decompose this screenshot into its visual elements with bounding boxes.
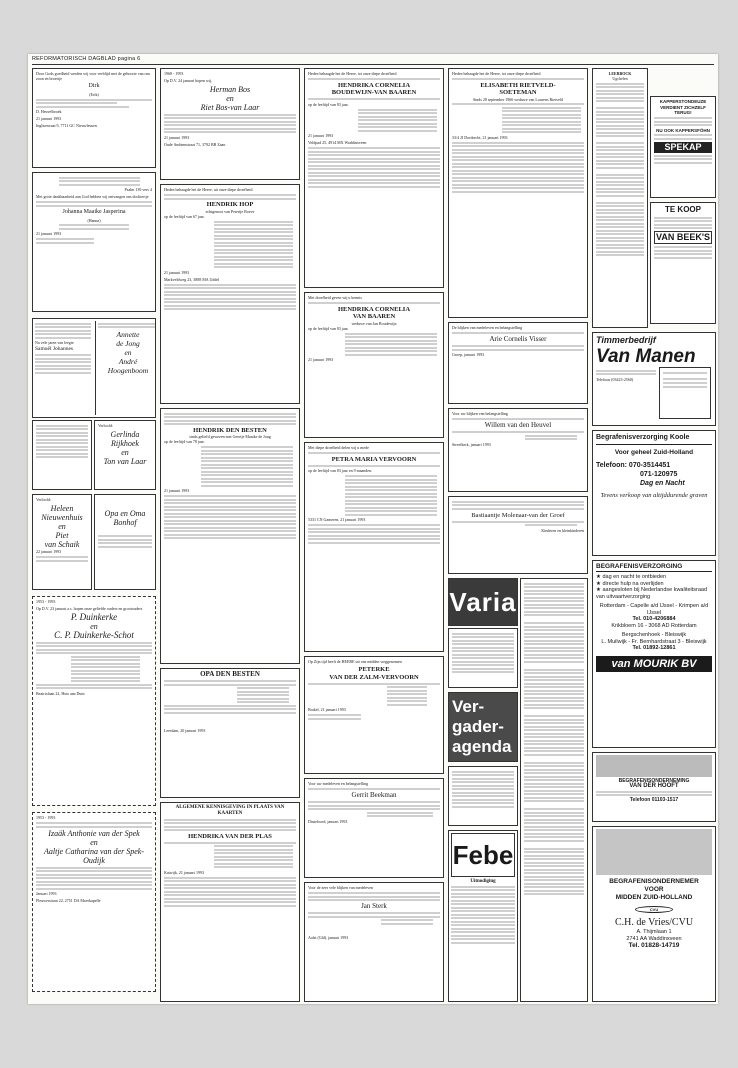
timmer-name: Van Manen bbox=[596, 346, 696, 367]
notice-sub: (Erik) bbox=[89, 92, 99, 97]
van-beeks-logo: VAN BEEK'S bbox=[654, 231, 712, 244]
kappers-sub: NU OOK KAPPERSFÖHN bbox=[656, 127, 710, 133]
name-line: C. P. Duinkerke-Schot bbox=[54, 630, 134, 640]
notice-address: Markveldweg 23, 3888 MA Uddel bbox=[164, 276, 220, 282]
listing-title: LEERBOCK bbox=[608, 71, 632, 76]
notice-name: Jan Sterk bbox=[361, 902, 387, 910]
cvu-addr1: A. Thijmlaan 1 bbox=[636, 929, 672, 935]
name-line: Nieuwenhuis bbox=[41, 513, 83, 522]
notice-intro: Heden behaagde het de Heere, tot onze diepe droefheid bbox=[308, 71, 397, 76]
koole-sub: Voor geheel Zuid-Holland bbox=[614, 449, 694, 456]
cvu-ad bbox=[592, 826, 716, 1002]
febe-ad bbox=[448, 830, 518, 1002]
notice-title: OPA DEN BESTEN bbox=[200, 670, 260, 678]
name-line: en bbox=[58, 522, 66, 531]
name-line: Piet bbox=[55, 531, 69, 540]
koole-tel3: Dag en Nacht bbox=[640, 480, 685, 487]
notice-sub: echtgenoot van Petertje Boeve bbox=[205, 208, 255, 214]
vergaderagenda-title: Ver-gader-agenda bbox=[452, 697, 512, 756]
notice-date: Kinderen en kleinkinderen bbox=[541, 527, 584, 533]
mourik-line: aangesloten bij Nederlandse kwaliteitsraad van uitvaartverzorging bbox=[596, 587, 708, 600]
varia-title: Varia bbox=[449, 587, 517, 617]
name-line: Heleen bbox=[50, 504, 74, 513]
notice-age: op de leeftijd van 83 jaar en 9 maanden. bbox=[308, 468, 373, 473]
engagement-heleen bbox=[32, 494, 92, 590]
agenda-text bbox=[448, 766, 518, 826]
notice-intro: Heden behaagde het de Heere, tot onze diepe droefheid bbox=[452, 71, 541, 76]
notice-name: HENDRIKA VAN DER PLAS bbox=[188, 832, 272, 840]
name-line: en bbox=[124, 347, 132, 357]
name-line: van Schaik bbox=[44, 540, 80, 549]
vdh-building-image bbox=[596, 755, 712, 777]
notice-intro: Met diepe droefheid delen wij u mede bbox=[308, 445, 369, 450]
timmer-logo bbox=[659, 367, 711, 419]
notice-address: Oude Ambtenstraat 71, 3792 BB Zaan bbox=[164, 141, 226, 147]
notice-name: Samuël Johannes bbox=[35, 346, 74, 352]
koole-title: Begrafenisverzorging Koole bbox=[596, 433, 712, 445]
notice-intro: Na vele jaren van leegte bbox=[35, 340, 74, 345]
obituary-boudewijn bbox=[304, 68, 444, 288]
name-line: en bbox=[90, 622, 98, 631]
obituary-vervoorn bbox=[304, 442, 444, 652]
notice-sub: Sinds 28 september 1966 weduwe van Lourens Rietveld bbox=[472, 96, 564, 102]
timmerbedrijf-ad bbox=[592, 332, 716, 426]
header-rule bbox=[32, 64, 714, 65]
name-line: André bbox=[118, 356, 138, 366]
thanks-van-den-heuvel bbox=[448, 408, 588, 492]
name-line: Annette bbox=[116, 329, 140, 339]
notice-address: Inglisestraat 9, 7711 GC Nieuwleusen bbox=[36, 123, 97, 128]
notice-name: Bastiaantje Molenaar-van der Groef bbox=[471, 511, 565, 519]
notice-name: Willem van den Heuvel bbox=[484, 421, 552, 429]
notice-intro: Voor uw blijken van belangstelling bbox=[452, 411, 508, 416]
name-line: VAN BAAREN bbox=[352, 313, 396, 320]
notice-name: Gerrit Beekman bbox=[351, 791, 397, 799]
obituary-hendrik-hop bbox=[160, 184, 300, 404]
name-line: Riet Bos-van Laar bbox=[200, 103, 260, 112]
notice-label: Verloofd: bbox=[36, 497, 52, 502]
name-line: PETERKE bbox=[358, 666, 390, 673]
thanks-sterk bbox=[304, 882, 444, 1002]
notice-date: 33/4 JJ Dordrecht, 21 januari 1993 bbox=[452, 134, 508, 140]
kappers-ad bbox=[650, 96, 716, 198]
obituary-opa-den-besten bbox=[160, 668, 300, 798]
name-line: Hoogenboom bbox=[107, 365, 149, 375]
church-listing bbox=[592, 68, 648, 328]
anniversary-bos bbox=[160, 68, 300, 180]
obituary-van-baaren bbox=[304, 292, 444, 438]
anniversary-van-der-spek bbox=[32, 812, 156, 992]
notice-date: 22 januari 1993 bbox=[36, 549, 62, 554]
koole-slogan: Tevens verkoop van altijddurende graven bbox=[600, 492, 708, 499]
timmer-title: Timmerbedrijf bbox=[596, 335, 656, 345]
notice-sub: sinds geliefd gewezen met Geertje Maaike de Jong bbox=[189, 434, 271, 439]
varia-logo bbox=[448, 578, 518, 626]
notice-years: 1953 - 1993 bbox=[36, 815, 56, 820]
mourik-tel2: Tel. 01892-12861 bbox=[632, 645, 676, 651]
notice-date: Aalst (Gld), januari 1993 bbox=[308, 934, 349, 940]
church-services-list bbox=[520, 578, 588, 1002]
mourik-tel: Tel. 010-4206884 bbox=[632, 616, 676, 622]
varia-text bbox=[448, 628, 518, 688]
cvu-sub2: MIDDEN ZUID-HOLLAND bbox=[615, 894, 693, 901]
name-line: VAN DER ZALM-VERVOORN bbox=[329, 673, 419, 681]
koole-tel1: Telefoon: 070-3514451 bbox=[596, 462, 671, 469]
anniversary-duinkerke bbox=[32, 596, 156, 806]
mourik-addr: Krikbloem 16 - 3068 AD Rotterdam bbox=[611, 622, 697, 629]
notice-name: HENDRIK HOP bbox=[206, 201, 254, 208]
name-line: ELISABETH RIETVELD- bbox=[480, 81, 556, 89]
thanks-beekman bbox=[304, 778, 444, 878]
cvu-building-image bbox=[596, 829, 712, 875]
newspaper-page bbox=[28, 54, 718, 1004]
thanks-visser bbox=[448, 322, 588, 404]
notice-intro: Door Gods goedheid werden wij voor verblijd met de geboorte van ons zoon en broertje bbox=[36, 71, 151, 81]
notice-date: Katwijk, 21 januari 1993 bbox=[164, 869, 204, 875]
name-line: SOETEMAN bbox=[499, 89, 537, 96]
notice-years: 1953 - 1993 bbox=[36, 599, 56, 604]
vdh-name: VAN DER HOOFT bbox=[629, 783, 679, 789]
notice-sub: (Hanna) bbox=[87, 217, 101, 223]
notice-date: 21 januari 1993 bbox=[308, 133, 334, 138]
notice-footer: Beatrixlaan 22, Huis aan Duin bbox=[36, 690, 85, 696]
notice-title: Opa en Oma Bonhof bbox=[104, 509, 146, 527]
notice-sub: weduwe van Jan Boudewijn bbox=[351, 320, 397, 326]
van-mourik-logo: van MOURIK BV bbox=[596, 656, 712, 672]
notice-intro: Met droefheid geven wij u kennis bbox=[308, 295, 362, 300]
notice-name: PETRA MARIA VERVOORN bbox=[331, 455, 417, 463]
kappers-title: KAPPERSTONDEUZE VERDIENT ZICHZELF TERUG! bbox=[659, 99, 707, 115]
birth-notice-samuel bbox=[32, 318, 156, 418]
notice-date: 21 januari 1993 bbox=[164, 488, 190, 493]
name-line: HENDRIKA CORNELIA bbox=[337, 305, 411, 313]
notice-date: Groep, januari 1993 bbox=[452, 352, 485, 357]
notice-address: Veldpad 25, 4914 MX Waddinxveen bbox=[308, 140, 367, 145]
notice-intro: Voor de zeer vele blijken van medeleven bbox=[308, 885, 374, 890]
name-line: Aaltje Catharina van der Spek-Oudijk bbox=[44, 847, 144, 865]
notice-intro: De blijken van medeleven en belangstelling bbox=[452, 325, 523, 330]
notice-left bbox=[35, 321, 91, 375]
mourik-city2: Bergschenhoek - Bleiswijk bbox=[621, 632, 687, 638]
mourik-ad: BEGRAFENISVERZORGING ★ dag en nacht te ontbieden ★ directe hulp na overlijden ★ aangesloten bij Nederlandse kwaliteitsraad van uitvaartverzorging Rotterdam - Capelle a/d IJssel - Krimpen a/d IJssel Tel. 010-4206884 Krikbloem 16 - 3068 AD Rotterdam Bergschenhoek - Bleiswijk L. Muilwijk - Fr. Bernhardstraat 3 - Bleiswijk Tel. 01892-12861 van MOURIK BV bbox=[592, 560, 716, 748]
obituary-hendrik-den-besten bbox=[160, 408, 300, 664]
filler-box bbox=[32, 420, 92, 490]
notice-intro: Voor uw medeleven en belangstelling bbox=[308, 781, 369, 786]
mourik-city3: L. Muilwijk - Fr. Bernhardstraat 3 - Bleiswijk bbox=[601, 638, 707, 645]
birth-notice-dirk bbox=[32, 68, 156, 168]
name-line: Ton van Laar bbox=[103, 457, 147, 466]
koole-ad bbox=[592, 430, 716, 556]
cvu-sub1: VOOR bbox=[644, 886, 664, 893]
notice-verse: Psalm 139 vers 4 bbox=[124, 187, 152, 192]
notice-age: op de leeftijd van 83 jaar. bbox=[308, 101, 349, 107]
notice-label: Verloofd: bbox=[98, 423, 114, 428]
notice-parents: D. Heuvelbroek bbox=[36, 109, 62, 114]
vdh-tel: Telefoon 01103-1517 bbox=[629, 796, 679, 803]
name-line: HENDRIKA CORNELIA bbox=[337, 81, 411, 89]
timmer-tel: Telefoon (03423-2560) bbox=[596, 376, 634, 382]
vergaderagenda-logo bbox=[448, 692, 518, 762]
notice-date: 21 januari 1993 bbox=[36, 116, 62, 121]
spekap-logo: SPEKAP bbox=[654, 142, 712, 153]
obituary-hendrika-van-der-plas bbox=[160, 802, 300, 1002]
notice-age: op de leeftijd van 78 jaar. bbox=[164, 439, 205, 444]
notice-date: 21 januari 1993 bbox=[36, 231, 62, 236]
name-line: en bbox=[226, 94, 234, 103]
listing-sub: Ugchelen bbox=[612, 76, 628, 81]
notice-date: 21 januari 1993 bbox=[308, 357, 334, 362]
cvu-logo: CVU bbox=[635, 906, 673, 913]
koole-tel2: 071-120975 bbox=[640, 471, 678, 478]
name-line: P. Duinkerke bbox=[70, 612, 118, 622]
febe-title: Febe bbox=[451, 833, 515, 877]
birth-notice-johanna bbox=[32, 172, 156, 312]
name-line: Herman Bos bbox=[209, 85, 251, 94]
notice-intro: Op Zijn tijd heeft de HEERE uit ons midden weggenomen bbox=[308, 659, 402, 664]
notice-title: ALGEMENE KENNISGEVING IN PLAATS VAN KAARTEN bbox=[175, 805, 285, 816]
febe-sub: Uitnodiging bbox=[470, 879, 496, 884]
notice-date: Dinteloord, januari 1993 bbox=[308, 818, 348, 824]
name-line: Rijkhoek bbox=[111, 439, 139, 448]
notice-intro: Op D.V. 23 januari a.s. hopen onze geliefde ouders en grootouders bbox=[36, 606, 143, 611]
vdh-title: BEGRAFENISONDERNEMING bbox=[618, 778, 690, 784]
mourik-line: dag en nacht te ontbieden bbox=[602, 574, 667, 580]
name-line: en bbox=[121, 448, 129, 457]
notice-name: Arie Cornelis Visser bbox=[489, 335, 547, 343]
te-koop-title: TE KOOP bbox=[664, 205, 701, 214]
cvu-title: BEGRAFENISONDERNEMER bbox=[609, 878, 699, 885]
thanks-molenaar bbox=[448, 496, 588, 574]
name-line: BOUDEWIJN-VAN BAAREN bbox=[331, 89, 417, 96]
notice-intro: Op D.V. 24 januari hopen wij, bbox=[164, 78, 213, 83]
te-koop-ad bbox=[650, 202, 716, 324]
notice-date: 21 januari 1993 bbox=[164, 269, 190, 275]
notice-name: HENDRIK DEN BESTEN bbox=[193, 426, 267, 434]
notice-date: 5331 CN Gameren, 21 januari 1993 bbox=[308, 517, 366, 522]
mourik-city1: Rotterdam - Capelle a/d IJssel - Krimpen a/d IJssel bbox=[599, 603, 709, 616]
notice-age: op de leeftijd van 83 jaar. bbox=[308, 325, 349, 331]
notice-years: 1968 - 1993 bbox=[164, 71, 184, 76]
notice-date: Streefkerk, januari 1993 bbox=[452, 441, 491, 447]
opa-oma-bonhof bbox=[94, 494, 156, 590]
notice-date: Brakel, 21 januari 1993 bbox=[308, 707, 346, 712]
notice-intro: Heden behaagde het de Heere, uit onze diepe droefheid bbox=[164, 187, 253, 192]
mourik-line: directe hulp na overlijden bbox=[602, 580, 664, 587]
name-line: Izaäk Anthonie van der Spek bbox=[48, 829, 140, 838]
notice-date: Leerdam, 20 januari 1993 bbox=[164, 727, 206, 733]
name-line: en bbox=[90, 838, 98, 847]
page-header: REFORMATORISCH DAGBLAD pagina 6 bbox=[32, 56, 141, 62]
engagement-gerlinda bbox=[94, 420, 156, 490]
obituary-rietveld bbox=[448, 68, 588, 318]
obituary-van-der-zalm bbox=[304, 656, 444, 774]
wedding-names bbox=[95, 321, 156, 415]
notice-name: Dirk bbox=[88, 83, 100, 89]
notice-name: Johanna Maaike Jasperina bbox=[62, 208, 126, 215]
notice-address: Fleuwerstraat 22, 2751 DA Moerkapelle bbox=[36, 898, 101, 903]
name-line: Gerlinda bbox=[110, 430, 140, 439]
mourik-title: BEGRAFENISVERZORGING bbox=[596, 563, 712, 572]
notice-date: 21 januari 1993 bbox=[164, 134, 190, 140]
notice-date: Januari 1993 bbox=[36, 891, 57, 896]
name-line: de Jong bbox=[116, 338, 140, 348]
cvu-addr2: 2741 AA Waddinxveen bbox=[626, 935, 682, 942]
notice-intro: Met grote dankbaarheid aan God hebben wij ontvangen ons dochtertje bbox=[36, 194, 149, 199]
van-der-hooft-ad bbox=[592, 752, 716, 822]
cvu-name: C.H. de Vries/CVU bbox=[614, 917, 694, 928]
notice-age: op de leeftijd van 67 jaar. bbox=[164, 213, 205, 219]
cvu-tel: Tel. 01828-14719 bbox=[628, 942, 680, 949]
